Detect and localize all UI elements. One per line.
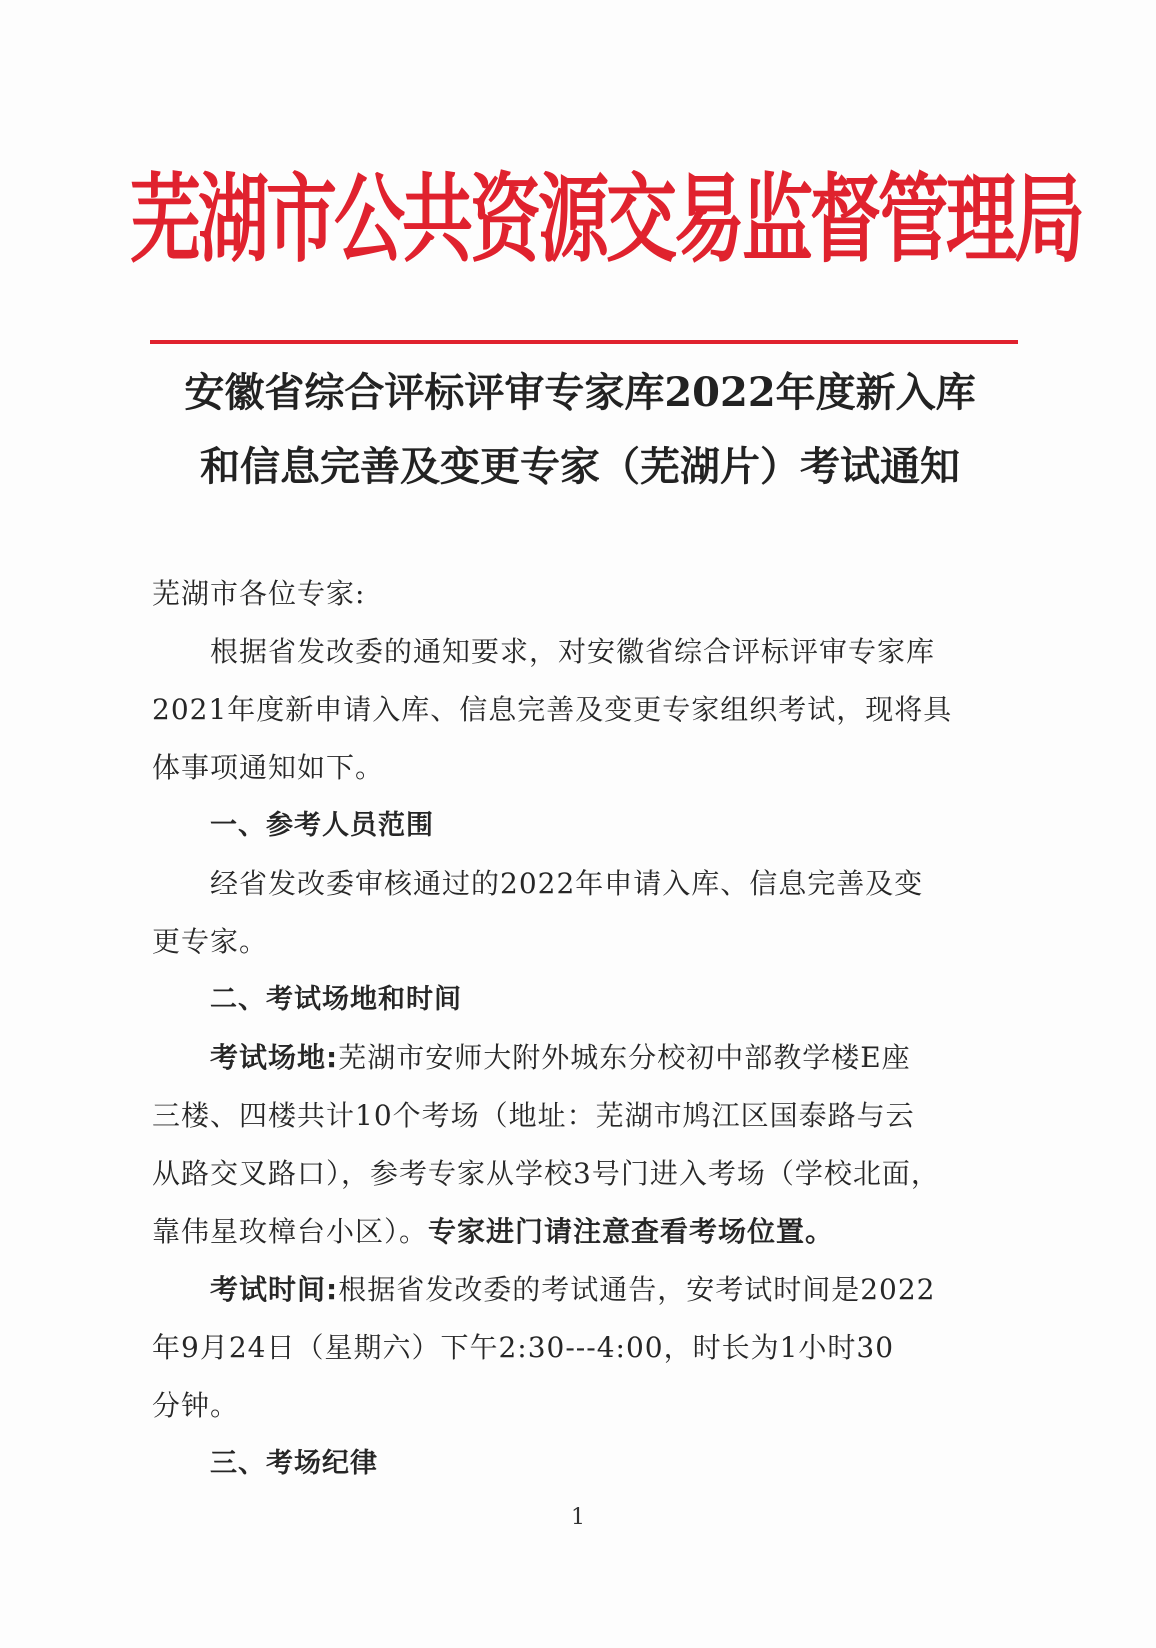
venue-emphasis: 专家进门请注意查看考场位置。 [428, 1215, 835, 1248]
section-1-line-2: 更专家。 [152, 925, 269, 958]
intro-line-3: 体事项通知如下。 [152, 751, 385, 784]
time-label: 考试时间: [210, 1273, 339, 1306]
venue-line-4 [152, 1203, 1022, 1261]
venue-text-4a: 靠伟星玫樟台小区）。 [152, 1215, 429, 1248]
intro-line-2: 2021年度新申请入库、信息完善及变更专家组织考试，现将具 [152, 693, 953, 726]
page-number: 1 [571, 1505, 585, 1530]
section-1-heading: 一、参考人员范围 [210, 810, 434, 841]
notice-title-line-2: 和信息完善及变更专家（芜湖片）考试通知 [200, 443, 960, 490]
masthead-title: 芜湖市公共资源交易监督管理局 [130, 163, 1083, 276]
section-2-heading: 二、考试场地和时间 [210, 984, 462, 1015]
venue-line-3: 从路交叉路口），参考专家从学校3号门进入考场（学校北面， [152, 1157, 940, 1190]
notice-title-line-1: 安徽省综合评标评审专家库2022年度新入库 [184, 369, 976, 416]
venue-label: 考试场地: [210, 1041, 339, 1074]
red-divider-line [150, 340, 1018, 344]
section-1-line-1: 经省发改委审核通过的2022年申请入库、信息完善及变 [210, 867, 924, 900]
venue-text-1: 芜湖市安师大附外城东分校初中部教学楼E座 [338, 1041, 911, 1074]
time-line-1 [152, 1261, 1022, 1319]
time-text-1: 根据省发改委的考试通告，安考试时间是2022 [338, 1273, 936, 1306]
notice-body [152, 565, 1022, 1493]
venue-line-2: 三楼、四楼共计10个考场（地址：芜湖市鸠江区国泰路与云 [152, 1099, 915, 1132]
intro-line-1: 根据省发改委的通知要求，对安徽省综合评标评审专家库 [210, 635, 936, 668]
section-3-heading: 三、考场纪律 [210, 1448, 378, 1479]
notice-title [140, 356, 1020, 504]
time-line-2: 年9月24日（星期六）下午2:30---4:00，时长为1小时30 [152, 1331, 895, 1364]
venue-line-1 [152, 1029, 1022, 1087]
salutation: 芜湖市各位专家: [152, 577, 366, 610]
time-line-3: 分钟。 [152, 1389, 240, 1422]
